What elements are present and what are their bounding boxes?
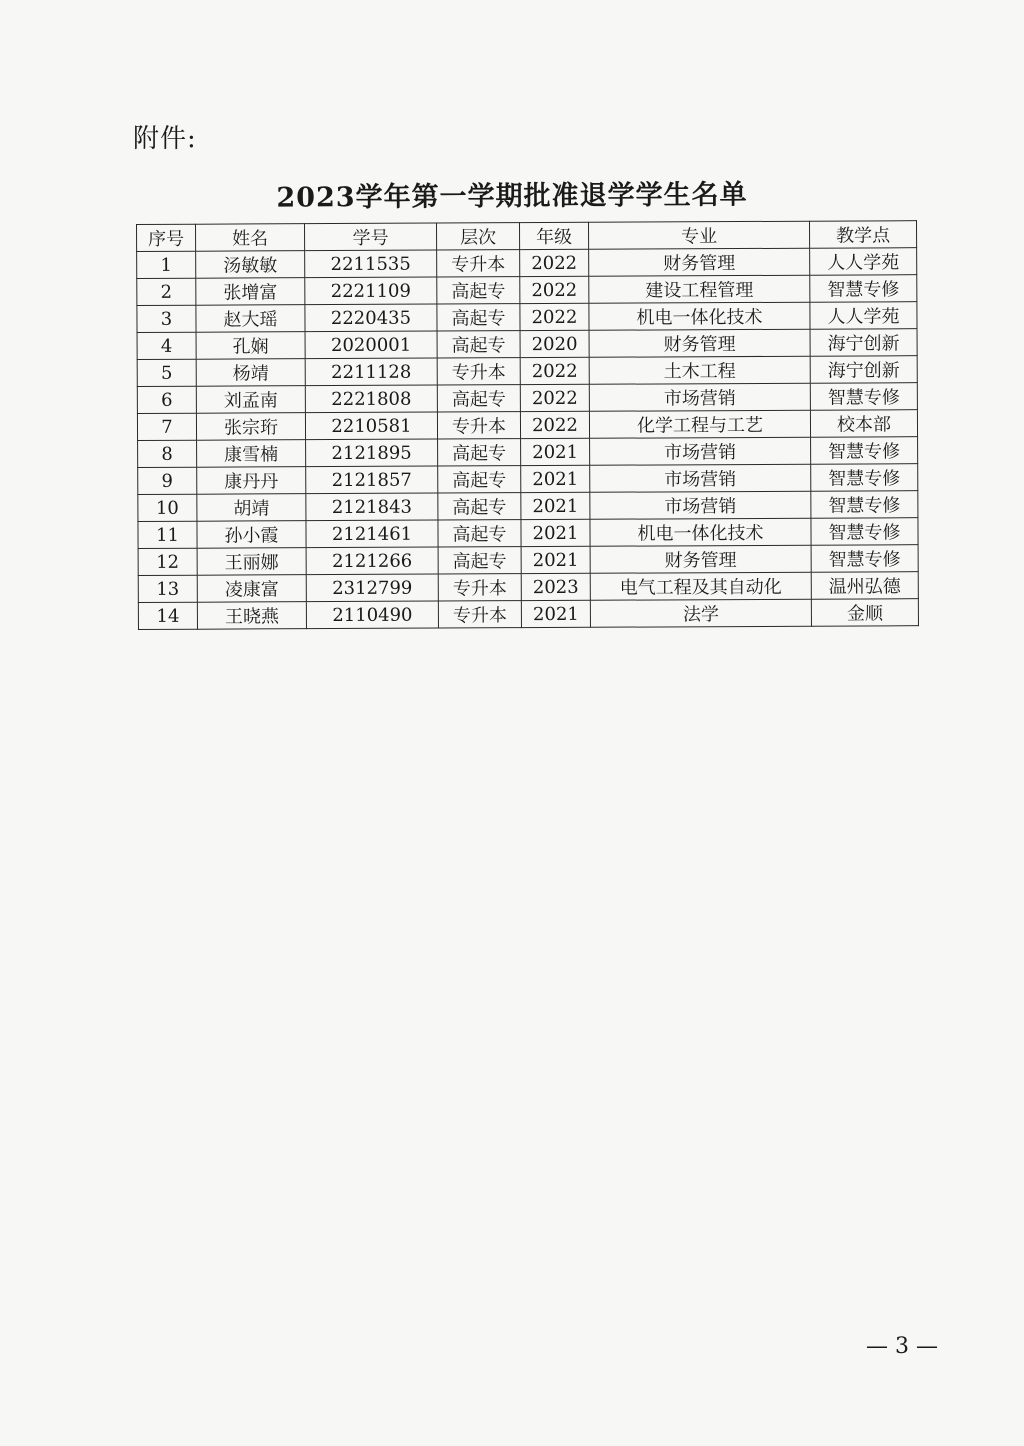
column-header: 专业 xyxy=(588,221,809,249)
table-cell: 智慧专修 xyxy=(811,491,918,519)
table-row xyxy=(138,437,918,468)
table-row xyxy=(138,491,918,522)
table-cell: 2022 xyxy=(520,303,589,330)
table-cell: 3 xyxy=(137,305,196,332)
table-cell: 2 xyxy=(137,278,196,305)
table-cell: 2221109 xyxy=(305,277,437,305)
table-row xyxy=(137,410,917,441)
table-cell: 2121843 xyxy=(306,493,438,521)
table-cell: 2022 xyxy=(520,276,589,303)
column-header: 姓名 xyxy=(196,224,305,252)
table-cell: 王晓燕 xyxy=(197,602,306,630)
table-cell: 2121266 xyxy=(306,547,438,575)
table-cell: 市场营销 xyxy=(589,383,810,411)
table-row xyxy=(137,248,917,279)
table-cell: 12 xyxy=(138,548,197,575)
table-cell: 张宗珩 xyxy=(196,413,305,441)
table-cell: 高起专 xyxy=(437,331,520,358)
table-cell: 高起专 xyxy=(437,385,520,412)
attachment-label: 附件: xyxy=(133,124,197,154)
column-header: 序号 xyxy=(137,224,196,251)
table-cell: 专升本 xyxy=(437,358,520,385)
table-cell: 高起专 xyxy=(438,547,521,574)
table-cell: 海宁创新 xyxy=(810,356,917,384)
table-header-row xyxy=(137,221,917,252)
table-cell: 胡靖 xyxy=(197,494,306,522)
table-cell: 智慧专修 xyxy=(811,464,918,492)
table-cell: 2021 xyxy=(521,546,590,573)
table-cell: 2110490 xyxy=(306,601,438,629)
table-cell: 康丹丹 xyxy=(197,467,306,495)
table-cell: 专升本 xyxy=(438,574,521,601)
table-cell: 孔娴 xyxy=(196,332,305,360)
table-cell: 刘孟南 xyxy=(196,386,305,414)
table-cell: 财务管理 xyxy=(589,248,810,276)
table-cell: 2021 xyxy=(521,492,590,519)
table-cell: 高起专 xyxy=(438,520,521,547)
table-row xyxy=(138,545,918,576)
table-cell: 2022 xyxy=(520,249,589,276)
table-cell: 财务管理 xyxy=(590,545,811,573)
table-cell: 2121895 xyxy=(306,439,438,467)
table-row xyxy=(138,572,918,603)
table-cell: 专升本 xyxy=(437,412,520,439)
table-cell: 2211535 xyxy=(305,250,437,278)
table-cell: 2020 xyxy=(520,330,589,357)
table-cell: 土木工程 xyxy=(589,356,810,384)
table-cell: 7 xyxy=(137,413,196,440)
table-cell: 5 xyxy=(137,359,196,386)
table-cell: 市场营销 xyxy=(590,437,811,465)
table-cell: 电气工程及其自动化 xyxy=(590,572,811,600)
table-cell: 高起专 xyxy=(438,439,521,466)
table-cell: 2221808 xyxy=(305,385,437,413)
table-cell: 专升本 xyxy=(437,250,520,277)
table-cell: 温州弘德 xyxy=(811,572,918,600)
table-cell: 校本部 xyxy=(810,410,917,438)
table-cell: 财务管理 xyxy=(589,329,810,357)
table-cell: 张增富 xyxy=(196,278,305,306)
table-cell: 11 xyxy=(138,521,197,548)
table-cell: 2021 xyxy=(521,519,590,546)
table-cell: 2210581 xyxy=(305,412,437,440)
table-cell: 孙小霞 xyxy=(197,521,306,549)
table-cell: 赵大瑶 xyxy=(196,305,305,333)
table-cell: 智慧专修 xyxy=(810,275,917,303)
page-number: — 3 — xyxy=(866,1334,938,1359)
withdrawal-student-table xyxy=(136,220,919,630)
table-cell: 海宁创新 xyxy=(810,329,917,357)
table-cell: 4 xyxy=(137,332,196,359)
student-table-container xyxy=(136,220,919,630)
table-cell: 2312799 xyxy=(306,574,438,602)
table-cell: 康雪楠 xyxy=(197,440,306,468)
table-cell: 市场营销 xyxy=(590,491,811,519)
table-cell: 杨靖 xyxy=(196,359,305,387)
table-cell: 市场营销 xyxy=(590,464,811,492)
table-row xyxy=(138,518,918,549)
table-cell: 2021 xyxy=(521,600,590,627)
table-cell: 高起专 xyxy=(438,493,521,520)
table-cell: 2020001 xyxy=(305,331,437,359)
column-header: 学号 xyxy=(305,223,437,251)
table-row xyxy=(138,464,918,495)
table-cell: 王丽娜 xyxy=(197,548,306,576)
table-cell: 2022 xyxy=(520,357,589,384)
table-cell: 机电一体化技术 xyxy=(590,518,811,546)
table-cell: 智慧专修 xyxy=(810,383,917,411)
table-cell: 1 xyxy=(137,251,196,278)
table-cell: 智慧专修 xyxy=(811,437,918,465)
table-cell: 13 xyxy=(138,575,197,602)
table-cell: 智慧专修 xyxy=(811,518,918,546)
table-cell: 机电一体化技术 xyxy=(589,302,810,330)
table-cell: 智慧专修 xyxy=(811,545,918,573)
table-cell: 法学 xyxy=(590,599,811,627)
table-cell: 高起专 xyxy=(437,277,520,304)
table-cell: 2121857 xyxy=(306,466,438,494)
table-cell: 化学工程与工艺 xyxy=(589,410,810,438)
table-cell: 汤敏敏 xyxy=(196,251,305,279)
table-cell: 2220435 xyxy=(305,304,437,332)
table-cell: 建设工程管理 xyxy=(589,275,810,303)
column-header: 教学点 xyxy=(809,221,916,249)
column-header: 年级 xyxy=(519,222,588,249)
table-cell: 2023 xyxy=(521,573,590,600)
table-cell: 2021 xyxy=(521,438,590,465)
table-row xyxy=(137,356,917,387)
table-cell: 高起专 xyxy=(438,466,521,493)
page-title: 2023学年第一学期批准退学学生名单 xyxy=(276,179,748,214)
table-cell: 8 xyxy=(138,440,197,467)
table-cell: 人人学苑 xyxy=(810,302,917,330)
table-row xyxy=(137,275,917,306)
table-row xyxy=(137,302,917,333)
table-cell: 10 xyxy=(138,494,197,521)
table-cell: 2211128 xyxy=(305,358,437,386)
table-cell: 6 xyxy=(137,386,196,413)
table-cell: 金顺 xyxy=(811,599,918,627)
column-header: 层次 xyxy=(436,223,519,250)
table-cell: 14 xyxy=(138,602,197,629)
table-row xyxy=(137,329,917,360)
table-cell: 2021 xyxy=(521,465,590,492)
table-row xyxy=(138,599,918,630)
table-cell: 凌康富 xyxy=(197,575,306,603)
table-cell: 2022 xyxy=(520,384,589,411)
table-cell: 专升本 xyxy=(438,601,521,628)
table-cell: 人人学苑 xyxy=(810,248,917,276)
table-row xyxy=(137,383,917,414)
table-cell: 9 xyxy=(138,467,197,494)
table-body xyxy=(137,248,919,630)
table-cell: 2121461 xyxy=(306,520,438,548)
table-cell: 高起专 xyxy=(437,304,520,331)
table-cell: 2022 xyxy=(520,411,589,438)
